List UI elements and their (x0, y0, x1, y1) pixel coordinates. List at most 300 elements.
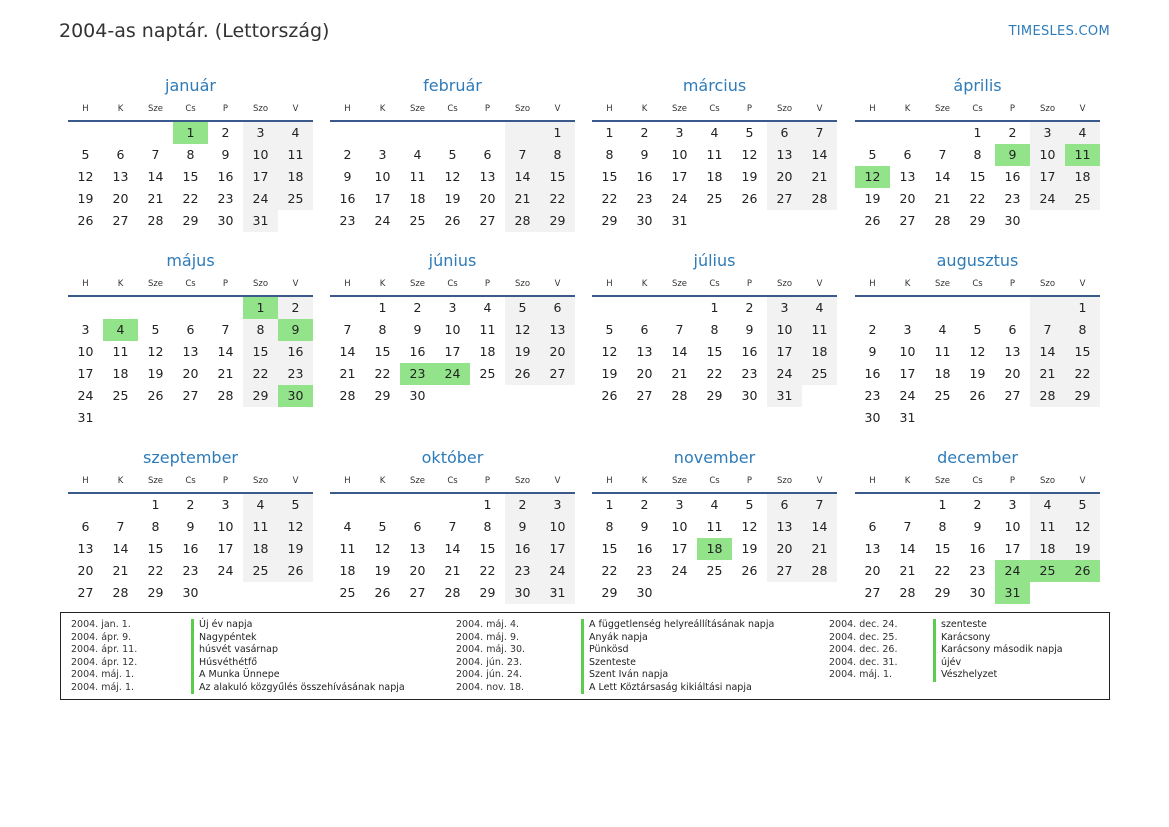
day-cell: 13 (636, 344, 653, 359)
day-cell: 4 (103, 319, 138, 341)
day-cell: 24 (767, 363, 802, 385)
weekday-label: Cs (972, 476, 983, 486)
day-cell: 21 (934, 191, 951, 206)
weekday-label: V (1079, 279, 1086, 289)
holiday-date: 2004. ápr. 12. (71, 656, 138, 668)
day-cell: 5 (378, 519, 387, 534)
day-cell: 23 (505, 560, 540, 582)
weekday-label: K (117, 104, 124, 114)
day-cell: 15 (243, 341, 278, 363)
weekday-label: K (641, 279, 648, 289)
day-cell: 14 (934, 169, 951, 184)
day-cell: 11 (706, 147, 723, 162)
day-cell: 16 (339, 191, 356, 206)
day-cell: 1 (378, 300, 387, 315)
day-cell: 31 (671, 213, 688, 228)
day-cell: 21 (505, 188, 540, 210)
day-cell: 18 (409, 191, 426, 206)
day-cell: 1 (1065, 297, 1100, 319)
day-cell: 28 (147, 213, 164, 228)
weekday-label: V (816, 104, 823, 114)
day-cell: 10 (374, 169, 391, 184)
day-cell: 26 (147, 388, 164, 403)
day-cell: 20 (112, 191, 129, 206)
day-cell: 3 (540, 494, 575, 516)
month-name: október (421, 448, 484, 467)
empty-cell (208, 297, 243, 319)
day-cell: 30 (182, 585, 199, 600)
day-cell: 26 (77, 213, 94, 228)
empty-cell (103, 407, 138, 429)
day-cell: 11 (339, 541, 356, 556)
weekday-label: Cs (185, 104, 196, 114)
month-name: április (953, 76, 1002, 95)
day-cell: 17 (767, 341, 802, 363)
weekday-label: P (1009, 279, 1016, 289)
day-cell: 12 (601, 344, 618, 359)
holiday-name: Szenteste (581, 657, 636, 670)
weekday-label: V (554, 476, 561, 486)
day-cell: 23 (278, 363, 313, 385)
day-cell: 15 (182, 169, 199, 184)
day-cell: 2 (640, 497, 649, 512)
day-cell: 8 (710, 322, 719, 337)
day-cell: 24 (540, 560, 575, 582)
weekday-label: P (222, 279, 229, 289)
day-cell: 21 (147, 191, 164, 206)
day-cell: 8 (938, 519, 947, 534)
holiday-name: újév (933, 657, 961, 670)
day-grid (68, 122, 313, 232)
weekday-label: Szo (252, 476, 269, 486)
weekday-label: H (869, 104, 876, 114)
day-cell: 22 (1065, 363, 1100, 385)
weekday-label: Szo (514, 279, 531, 289)
day-cell: 1 (173, 122, 208, 144)
day-cell: 26 (741, 191, 758, 206)
day-cell: 23 (217, 191, 234, 206)
weekday-label: P (484, 476, 491, 486)
day-cell: 6 (868, 519, 877, 534)
day-cell: 13 (182, 344, 199, 359)
day-cell: 26 (864, 213, 881, 228)
day-cell: 22 (479, 563, 496, 578)
day-cell: 7 (802, 122, 837, 144)
day-cell: 15 (706, 344, 723, 359)
day-cell: 20 (182, 366, 199, 381)
day-cell: 4 (1065, 122, 1100, 144)
day-cell: 27 (112, 213, 129, 228)
holiday-date: 2004. jún. 24. (456, 669, 523, 680)
empty-cell (435, 122, 470, 144)
day-cell: 8 (186, 147, 195, 162)
day-cell: 21 (802, 538, 837, 560)
day-cell: 24 (217, 563, 234, 578)
day-cell: 5 (605, 322, 614, 337)
day-cell: 17 (77, 366, 94, 381)
day-cell: 10 (540, 516, 575, 538)
day-cell: 9 (221, 147, 230, 162)
day-cell: 6 (483, 147, 492, 162)
day-cell: 27 (767, 560, 802, 582)
day-cell: 13 (899, 169, 916, 184)
weekday-label: Sze (409, 476, 426, 486)
day-cell: 10 (243, 144, 278, 166)
day-cell: 23 (741, 366, 758, 381)
holiday-date: 2004. ápr. 11. (71, 644, 138, 655)
day-cell: 26 (505, 363, 540, 385)
day-cell: 8 (483, 519, 492, 534)
weekday-label: V (292, 279, 299, 289)
empty-cell (855, 297, 890, 319)
day-cell: 15 (374, 344, 391, 359)
day-cell: 28 (802, 188, 837, 210)
day-cell: 27 (409, 585, 426, 600)
day-cell: 3 (378, 147, 387, 162)
weekday-label: H (869, 476, 876, 486)
day-cell: 18 (934, 366, 951, 381)
day-cell: 15 (147, 541, 164, 556)
day-cell: 14 (505, 166, 540, 188)
day-grid (592, 122, 837, 232)
day-cell: 21 (802, 166, 837, 188)
day-grid (855, 494, 1100, 604)
day-cell: 4 (1030, 494, 1065, 516)
weekday-label: V (554, 104, 561, 114)
day-cell: 20 (1004, 366, 1021, 381)
empty-cell (925, 297, 960, 319)
day-cell: 29 (934, 585, 951, 600)
day-cell: 19 (741, 541, 758, 556)
empty-cell (1030, 582, 1065, 604)
weekday-label: V (1079, 104, 1086, 114)
weekday-label: H (344, 104, 351, 114)
weekday-header (855, 470, 1100, 494)
day-cell: 5 (745, 125, 754, 140)
empty-cell (1030, 407, 1065, 429)
day-cell: 25 (479, 366, 496, 381)
weekday-label: Szo (252, 104, 269, 114)
empty-cell (767, 210, 802, 232)
month-4 (68, 249, 313, 429)
holiday-date: 2004. máj. 1. (829, 669, 893, 680)
weekday-label: Szo (514, 476, 531, 486)
empty-cell (138, 297, 173, 319)
empty-cell (505, 122, 540, 144)
day-cell: 29 (479, 585, 496, 600)
weekday-label: Cs (709, 476, 720, 486)
empty-cell (243, 407, 278, 429)
day-cell: 13 (112, 169, 129, 184)
month-name: szeptember (142, 448, 238, 467)
empty-cell (138, 122, 173, 144)
day-cell: 6 (540, 297, 575, 319)
day-cell: 14 (899, 541, 916, 556)
legend-row (829, 619, 1063, 632)
month-name: június (428, 251, 477, 270)
empty-cell (732, 582, 767, 604)
day-cell: 16 (636, 169, 653, 184)
day-cell: 18 (112, 366, 129, 381)
day-cell: 21 (1030, 363, 1065, 385)
day-cell: 19 (969, 366, 986, 381)
day-grid (330, 122, 575, 232)
day-grid (592, 494, 837, 604)
day-cell: 5 (868, 147, 877, 162)
empty-cell (627, 297, 662, 319)
day-cell: 20 (864, 563, 881, 578)
day-cell: 9 (343, 169, 352, 184)
weekday-label: Szo (776, 476, 793, 486)
empty-cell (400, 494, 435, 516)
weekday-label: Sze (409, 104, 426, 114)
month-0 (68, 74, 313, 232)
empty-cell (732, 210, 767, 232)
day-cell: 20 (767, 538, 802, 560)
weekday-label: Sze (934, 279, 951, 289)
day-cell: 22 (147, 563, 164, 578)
day-cell: 11 (934, 344, 951, 359)
weekday-label: K (117, 476, 124, 486)
day-cell: 13 (767, 144, 802, 166)
holiday-date: 2004. dec. 24. (829, 619, 898, 630)
day-cell: 25 (802, 363, 837, 385)
day-cell: 20 (540, 341, 575, 363)
weekday-label: H (869, 279, 876, 289)
day-cell: 27 (1004, 388, 1021, 403)
day-cell: 20 (636, 366, 653, 381)
day-cell: 30 (505, 582, 540, 604)
day-cell: 16 (741, 344, 758, 359)
day-cell: 8 (378, 322, 387, 337)
weekday-label: V (292, 104, 299, 114)
empty-cell (925, 407, 960, 429)
day-cell: 29 (969, 213, 986, 228)
empty-cell (278, 407, 313, 429)
day-cell: 29 (601, 585, 618, 600)
day-cell: 13 (864, 541, 881, 556)
weekday-label: Szo (252, 279, 269, 289)
weekday-label: P (746, 104, 753, 114)
day-cell: 28 (112, 585, 129, 600)
day-cell: 17 (671, 541, 688, 556)
empty-cell (592, 297, 627, 319)
day-cell: 7 (802, 494, 837, 516)
day-cell: 19 (278, 538, 313, 560)
day-cell: 5 (448, 147, 457, 162)
day-cell: 13 (540, 319, 575, 341)
day-cell: 23 (1004, 191, 1021, 206)
legend-row (71, 682, 405, 695)
day-cell: 16 (278, 341, 313, 363)
day-cell: 12 (278, 516, 313, 538)
empty-cell (1065, 582, 1100, 604)
day-cell: 25 (278, 188, 313, 210)
day-cell: 24 (899, 388, 916, 403)
day-cell: 22 (182, 191, 199, 206)
day-cell: 13 (1004, 344, 1021, 359)
day-cell: 24 (995, 560, 1030, 582)
day-cell: 1 (938, 497, 947, 512)
legend-row (456, 644, 774, 657)
weekday-label: P (484, 279, 491, 289)
day-cell: 6 (1008, 322, 1017, 337)
day-cell: 2 (343, 147, 352, 162)
weekday-label: P (1009, 104, 1016, 114)
day-cell: 21 (899, 563, 916, 578)
weekday-label: Szo (1039, 476, 1056, 486)
holiday-date: 2004. dec. 31. (829, 656, 898, 668)
empty-cell (960, 407, 995, 429)
day-cell: 3 (675, 497, 684, 512)
day-cell: 10 (1030, 144, 1065, 166)
holiday-name: Karácsony (933, 632, 990, 645)
holiday-date: 2004. máj. 1. (71, 669, 135, 680)
day-cell: 7 (151, 147, 160, 162)
holiday-date: 2004. jan. 1. (71, 619, 131, 630)
day-cell: 23 (864, 388, 881, 403)
day-cell: 19 (601, 366, 618, 381)
holiday-date: 2004. ápr. 9. (71, 631, 132, 643)
day-cell: 12 (505, 319, 540, 341)
weekday-label: Cs (972, 104, 983, 114)
day-cell: 17 (671, 169, 688, 184)
day-cell: 5 (745, 497, 754, 512)
day-cell: 6 (640, 322, 649, 337)
day-cell: 2 (745, 300, 754, 315)
weekday-label: H (606, 279, 613, 289)
day-cell: 30 (636, 585, 653, 600)
day-cell: 8 (973, 147, 982, 162)
legend-row (456, 632, 774, 645)
weekday-label: Sze (671, 476, 688, 486)
day-cell: 29 (374, 388, 391, 403)
day-cell: 12 (374, 541, 391, 556)
day-grid (330, 494, 575, 604)
empty-cell (103, 122, 138, 144)
day-cell: 28 (339, 388, 356, 403)
day-cell: 26 (444, 213, 461, 228)
day-cell: 20 (479, 191, 496, 206)
weekday-header (68, 470, 313, 494)
day-cell: 1 (605, 125, 614, 140)
day-cell: 27 (899, 213, 916, 228)
day-cell: 12 (855, 166, 890, 188)
holiday-date: 2004. máj. 1. (71, 681, 135, 693)
day-cell: 20 (767, 166, 802, 188)
weekday-label: Cs (447, 279, 458, 289)
day-cell: 23 (182, 563, 199, 578)
day-cell: 29 (147, 585, 164, 600)
empty-cell (330, 494, 365, 516)
day-cell: 22 (374, 366, 391, 381)
day-cell: 1 (540, 122, 575, 144)
day-cell: 31 (995, 582, 1030, 604)
weekday-label: K (641, 104, 648, 114)
weekday-label: Cs (185, 279, 196, 289)
day-cell: 24 (243, 188, 278, 210)
day-cell: 7 (903, 519, 912, 534)
empty-cell (173, 297, 208, 319)
day-cell: 7 (221, 322, 230, 337)
holiday-name: Húsvéthétfő (191, 657, 257, 670)
empty-cell (1065, 210, 1100, 232)
day-cell: 16 (217, 169, 234, 184)
holiday-name: Nagypéntek (191, 632, 257, 645)
day-cell: 2 (278, 297, 313, 319)
weekday-label: Sze (147, 279, 164, 289)
day-cell: 6 (767, 122, 802, 144)
weekday-label: Cs (709, 279, 720, 289)
day-cell: 1 (151, 497, 160, 512)
day-cell: 14 (444, 541, 461, 556)
weekday-label: P (1009, 476, 1016, 486)
empty-cell (995, 297, 1030, 319)
day-cell: 13 (77, 541, 94, 556)
holiday-name: A Munka Ünnepe (191, 669, 280, 682)
day-cell: 5 (278, 494, 313, 516)
day-cell: 30 (741, 388, 758, 403)
day-cell: 1 (710, 300, 719, 315)
day-cell: 22 (540, 188, 575, 210)
empty-cell (330, 297, 365, 319)
day-cell: 4 (710, 125, 719, 140)
day-cell: 4 (278, 122, 313, 144)
holiday-name: Az alakuló közgyűlés összehívásának napja (191, 682, 405, 695)
weekday-header (855, 98, 1100, 122)
day-cell: 26 (278, 560, 313, 582)
month-9 (330, 446, 575, 604)
weekday-label: K (379, 104, 386, 114)
day-cell: 23 (636, 191, 653, 206)
day-cell: 28 (899, 585, 916, 600)
day-cell: 23 (969, 563, 986, 578)
weekday-label: Cs (972, 279, 983, 289)
day-cell: 17 (374, 191, 391, 206)
empty-cell (1030, 297, 1065, 319)
legend-column (456, 619, 774, 694)
day-cell: 11 (706, 519, 723, 534)
empty-cell (243, 582, 278, 604)
day-cell: 3 (1030, 122, 1065, 144)
day-cell: 25 (112, 388, 129, 403)
day-cell: 27 (540, 363, 575, 385)
day-cell: 7 (116, 519, 125, 534)
day-cell: 9 (868, 344, 877, 359)
day-cell: 14 (217, 344, 234, 359)
empty-cell (278, 582, 313, 604)
day-cell: 13 (409, 541, 426, 556)
weekday-label: P (746, 279, 753, 289)
weekday-label: Cs (447, 104, 458, 114)
day-cell: 10 (671, 519, 688, 534)
weekday-label: H (606, 104, 613, 114)
day-grid (855, 122, 1100, 232)
day-cell: 8 (605, 147, 614, 162)
day-cell: 29 (243, 385, 278, 407)
day-grid (330, 297, 575, 407)
legend-row (829, 669, 1063, 682)
month-1 (330, 74, 575, 232)
day-cell: 21 (444, 563, 461, 578)
site-link[interactable]: TIMESLES.COM (1008, 24, 1110, 39)
day-cell: 12 (444, 169, 461, 184)
weekday-label: P (222, 476, 229, 486)
day-cell: 31 (243, 210, 278, 232)
empty-cell (1030, 210, 1065, 232)
day-cell: 5 (1065, 494, 1100, 516)
day-cell: 26 (969, 388, 986, 403)
